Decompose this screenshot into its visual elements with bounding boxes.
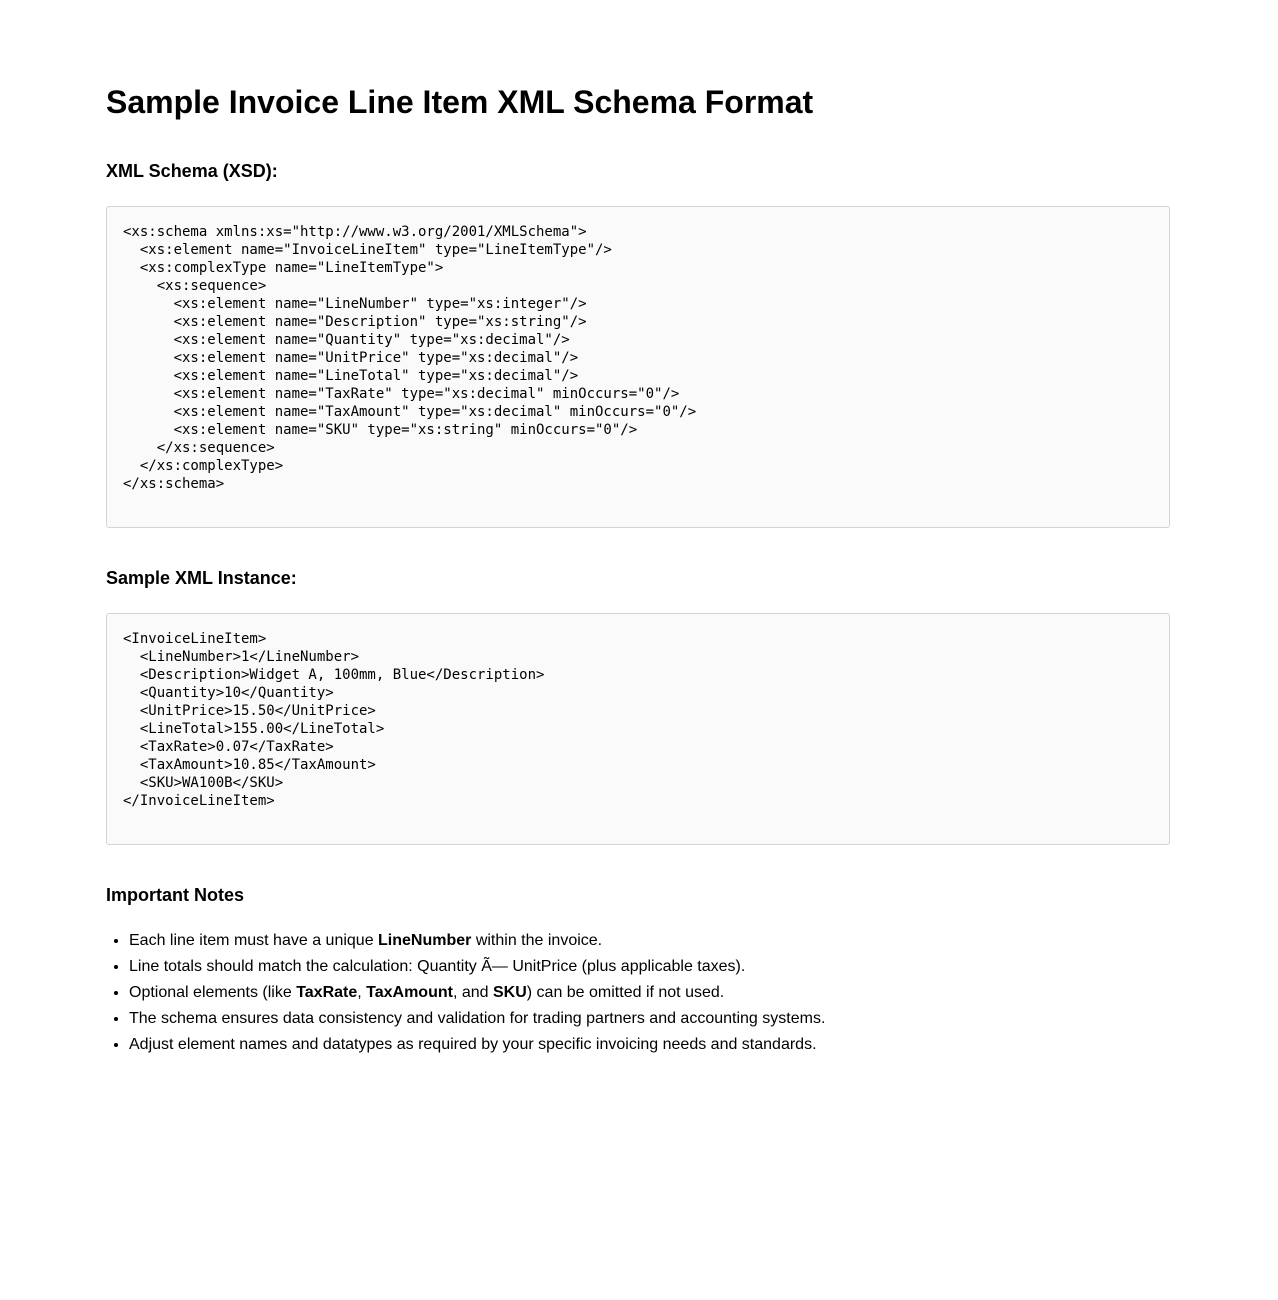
note-item: • Optional elements (like TaxRate, TaxAmount, and SKU) can be omitted if not used.: [129, 980, 825, 1006]
note-item: • Adjust element names and datatypes as required by your specific invoicing needs and standards.: [129, 1032, 825, 1058]
note-item: • Line totals should match the calculation: Quantity Ã— UnitPrice (plus applicable taxes).: [129, 954, 825, 980]
schema-code: <xs:schema xmlns:xs="http://www.w3.org/2001/XMLSchema"> <xs:element name="InvoiceLineItem" type="LineItemType"/> <xs:complexType name="LineItemType"> <xs:sequence> <xs:element name="LineNumber" type="xs:integer"/> <xs:element name="Description" type="xs:string"/> <xs:element name="Quantity" type="xs:decimal"/> <xs:element name="UnitPrice" type="xs:decimal"/> <xs:element name="LineTotal" type="xs:decimal"/> <xs:element name="TaxRate" type="xs:decimal" minOccurs="0"/> <xs:element name="TaxAmount" type="xs:decimal" minOccurs="0"/> <xs:element name="SKU" type="xs:string" minOccurs="0"/> </xs:sequence> </xs:complexType> </xs:schema>: [123, 224, 697, 492]
note-item: • The schema ensures data consistency and validation for trading partners and accounting systems.: [129, 1006, 825, 1032]
notes-list: [106, 928, 825, 1058]
note-item: • Each line item must have a unique LineNumber within the invoice.: [129, 928, 825, 954]
instance-code: <InvoiceLineItem> <LineNumber>1</LineNumber> <Description>Widget A, 100mm, Blue</Description> <Quantity>10</Quantity> <UnitPrice>15.50</UnitPrice> <LineTotal>155.00</LineTotal> <TaxRate>0.07</TaxRate> <TaxAmount>10.85</TaxAmount> <SKU>WA100B</SKU> </InvoiceLineItem>: [123, 631, 545, 809]
page-title: Sample Invoice Line Item XML Schema Format: [106, 84, 814, 120]
instance-heading: Sample XML Instance:: [106, 568, 297, 588]
schema-code-block: [106, 206, 1170, 528]
schema-heading: XML Schema (XSD):: [106, 161, 278, 181]
notes-heading: Important Notes: [106, 885, 245, 905]
instance-code-block: [106, 613, 1170, 845]
